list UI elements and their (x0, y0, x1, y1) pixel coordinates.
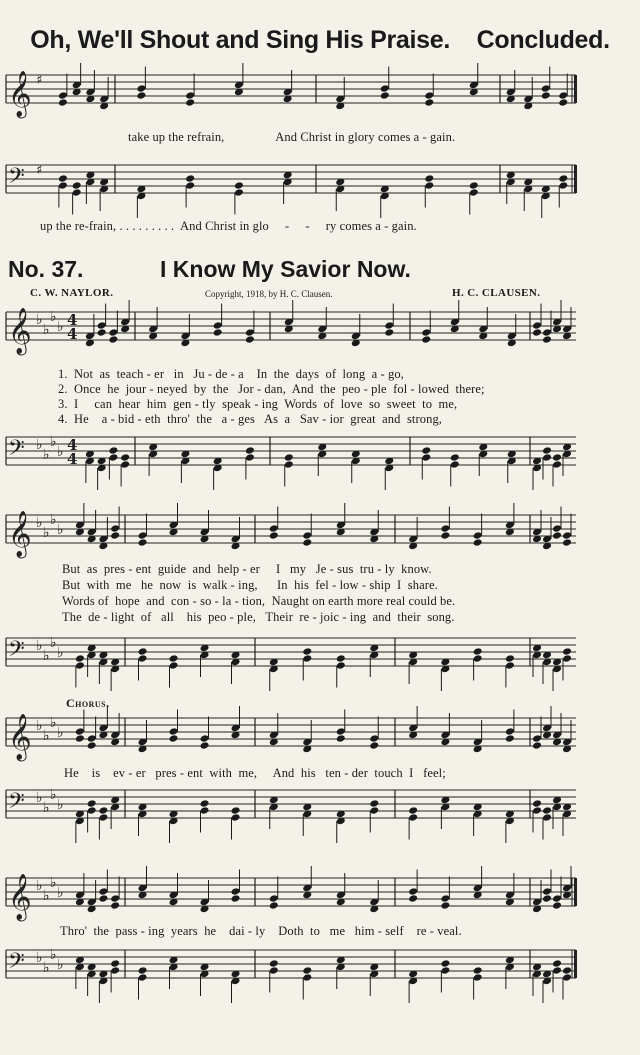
note-head (384, 328, 394, 337)
note-head (87, 806, 97, 815)
note-head (532, 321, 542, 330)
note-head (424, 181, 434, 190)
note-head (450, 453, 460, 462)
treble-clef-icon: 𝄞 (8, 308, 32, 354)
previous-song-concluded-label: Concluded. (476, 26, 610, 54)
note-head (110, 901, 120, 910)
note-head (552, 901, 562, 910)
note-head (138, 654, 148, 663)
note-head (552, 959, 562, 968)
note-head (552, 966, 562, 975)
flat-icon: ♭ (36, 790, 43, 806)
note-head (58, 98, 68, 107)
flat-icon: ♭ (50, 715, 57, 731)
final-bar-thick (574, 75, 577, 103)
note-head (302, 531, 312, 540)
note-head (269, 959, 279, 968)
note-head (562, 647, 572, 656)
note-head (234, 188, 244, 197)
note-head (231, 806, 241, 815)
note-head (558, 98, 568, 107)
note-head (552, 453, 562, 462)
note-head (110, 531, 120, 540)
note-head (269, 966, 279, 975)
flat-icon: ♭ (43, 322, 50, 338)
note-head (110, 959, 120, 968)
chorus-label: Chorus. (66, 696, 110, 710)
note-head (473, 973, 483, 982)
note-head (108, 328, 118, 337)
note-head (302, 538, 312, 547)
note-head (532, 799, 542, 808)
flat-icon: ♭ (43, 648, 50, 664)
note-head (562, 531, 572, 540)
note-head (58, 174, 68, 183)
note-head (562, 966, 572, 975)
note-head (302, 973, 312, 982)
note-head (245, 335, 255, 344)
note-head (473, 531, 483, 540)
note-head (58, 91, 68, 100)
flat-icon: ♭ (43, 728, 50, 744)
note-head (469, 181, 479, 190)
note-head (336, 734, 346, 743)
note-head (369, 799, 379, 808)
flat-icon: ♭ (50, 787, 57, 803)
note-head (450, 460, 460, 469)
note-head (213, 321, 223, 330)
note-head (245, 453, 255, 462)
note-head (505, 734, 515, 743)
note-head (200, 799, 210, 808)
verse-4-line-2: The de - light of all his peo - ple, Their re - joic - ing and their song. (62, 610, 455, 624)
note-head (302, 647, 312, 656)
note-head (245, 446, 255, 455)
note-head (421, 453, 431, 462)
sharp-icon: ♯ (36, 73, 43, 88)
flat-icon: ♭ (43, 447, 50, 463)
flat-icon: ♭ (57, 645, 64, 661)
treble-clef-icon: 𝄞 (8, 874, 32, 920)
note-head (562, 538, 572, 547)
flat-icon: ♭ (36, 878, 43, 894)
note-head (185, 98, 195, 107)
note-head (552, 524, 562, 533)
note-head (552, 894, 562, 903)
note-head (440, 901, 450, 910)
treble-clef-icon: 𝄞 (8, 714, 32, 760)
note-head (98, 894, 108, 903)
flat-icon: ♭ (57, 885, 64, 901)
note-head (138, 538, 148, 547)
note-head (98, 887, 108, 896)
note-head (97, 321, 107, 330)
note-head (542, 453, 552, 462)
note-head (542, 328, 552, 337)
note-head (408, 806, 418, 815)
time-signature-bottom: 4 (67, 450, 78, 468)
note-head (473, 654, 483, 663)
flat-icon: ♭ (57, 797, 64, 813)
flat-icon: ♭ (43, 888, 50, 904)
bass-clef-icon: 𝄢 (8, 436, 25, 466)
chorus-line-1: He is ev - er pres - ent with me, And his ten - der touch I feel; (64, 766, 446, 780)
note-head (541, 84, 551, 93)
note-head (384, 321, 394, 330)
composer-credit: H. C. CLAUSEN. (452, 287, 541, 299)
note-head (440, 894, 450, 903)
flat-icon: ♭ (36, 950, 43, 966)
flat-icon: ♭ (57, 725, 64, 741)
note-head (185, 174, 195, 183)
note-head (542, 335, 552, 344)
note-head (369, 734, 379, 743)
note-head (421, 335, 431, 344)
note-head (138, 647, 148, 656)
note-head (542, 813, 552, 822)
note-head (138, 966, 148, 975)
note-head (380, 91, 390, 100)
note-head (138, 973, 148, 982)
flat-icon: ♭ (57, 319, 64, 335)
note-head (532, 741, 542, 750)
copyright-notice: Copyright, 1918, by H. C. Clausen. (205, 289, 333, 299)
verse-1-line-2: But as pres - ent guide and help - er I my Je - sus tru - ly know. (62, 562, 432, 576)
note-head (505, 654, 515, 663)
prev-song-bass-lyric: up the re-frain, . . . . . . . . . And Christ in glo - - ry comes a - gain. (40, 219, 417, 233)
note-head (269, 901, 279, 910)
note-head (108, 453, 118, 462)
note-head (185, 181, 195, 190)
note-head (138, 531, 148, 540)
sharp-icon: ♯ (36, 163, 43, 178)
treble-clef-icon: 𝄞 (8, 511, 32, 557)
note-head (424, 91, 434, 100)
note-head (284, 460, 294, 469)
final-bar-thick (574, 950, 577, 978)
note-head (408, 887, 418, 896)
note-head (562, 973, 572, 982)
note-head (245, 328, 255, 337)
flat-icon: ♭ (36, 312, 43, 328)
lyricist-credit: C. W. NAYLOR. (30, 287, 114, 299)
flat-icon: ♭ (50, 947, 57, 963)
note-head (120, 453, 130, 462)
flat-icon: ♭ (50, 635, 57, 651)
verse-2-line-1: 2. Once he jour - neyed by the Jor - dan, And the peo - ple fol - lowed there; (58, 382, 485, 396)
flat-icon: ♭ (43, 960, 50, 976)
note-head (169, 727, 179, 736)
bass-clef-icon: 𝄢 (8, 789, 25, 819)
note-head (200, 806, 210, 815)
flat-icon: ♭ (36, 638, 43, 654)
note-head (110, 966, 120, 975)
note-head (75, 654, 85, 663)
note-head (473, 966, 483, 975)
note-head (302, 966, 312, 975)
flat-icon: ♭ (57, 957, 64, 973)
note-head (185, 91, 195, 100)
note-head (87, 734, 97, 743)
note-head (98, 806, 108, 815)
verse-1-line-1: 1. Not as teach - er in Ju - de - a In the days of long a - go, (58, 367, 404, 381)
note-head (169, 734, 179, 743)
note-head (380, 84, 390, 93)
note-head (108, 335, 118, 344)
note-head (110, 894, 120, 903)
final-bar-thick (574, 165, 577, 193)
note-head (424, 174, 434, 183)
note-head (505, 661, 515, 670)
note-head (469, 188, 479, 197)
note-head (336, 661, 346, 670)
note-head (440, 531, 450, 540)
note-head (421, 328, 431, 337)
note-head (532, 328, 542, 337)
final-bar-thick (574, 878, 577, 906)
bass-clef-icon: 𝄢 (8, 949, 25, 979)
flat-icon: ♭ (50, 875, 57, 891)
note-head (58, 181, 68, 190)
note-head (200, 734, 210, 743)
note-head (231, 813, 241, 822)
note-head (336, 654, 346, 663)
note-head (532, 734, 542, 743)
song-number: No. 37. (8, 256, 84, 282)
note-head (87, 741, 97, 750)
verse-3-line-1: 3. I can hear him gen - tly speak - ing Words of love so sweet to me, (58, 397, 458, 411)
note-head (97, 328, 107, 337)
song-title: I Know My Savior Now. (160, 256, 411, 282)
note-head (136, 84, 146, 93)
note-head (473, 647, 483, 656)
verse-3-line-2: Words of hope and con - so - la - tion, Naught on earth more real could be. (62, 594, 456, 608)
note-head (213, 328, 223, 337)
note-head (440, 524, 450, 533)
note-head (558, 181, 568, 190)
note-head (269, 524, 279, 533)
note-head (110, 524, 120, 533)
time-signature-top: 4 (67, 436, 78, 454)
previous-song-title-text: Oh, We'll Shout and Sing His Praise. (30, 26, 450, 54)
note-head (440, 959, 450, 968)
note-head (75, 661, 85, 670)
note-head (369, 806, 379, 815)
note-head (87, 799, 97, 808)
note-head (108, 446, 118, 455)
note-head (408, 813, 418, 822)
note-head (75, 727, 85, 736)
note-head (269, 531, 279, 540)
note-head (424, 98, 434, 107)
note-head (120, 460, 130, 469)
flat-icon: ♭ (50, 309, 57, 325)
note-head (72, 188, 82, 197)
bass-clef-icon: 𝄢 (8, 637, 25, 667)
note-head (421, 446, 431, 455)
note-head (541, 91, 551, 100)
flat-icon: ♭ (43, 525, 50, 541)
note-head (231, 887, 241, 896)
note-head (552, 531, 562, 540)
note-head (72, 181, 82, 190)
note-head (552, 460, 562, 469)
note-head (542, 887, 552, 896)
note-head (369, 741, 379, 750)
note-head (284, 453, 294, 462)
chorus-line-2: Thro' the pass - ing years he dai - ly Doth to me him - self re - veal. (60, 924, 462, 938)
note-head (234, 181, 244, 190)
note-head (336, 727, 346, 736)
flat-icon: ♭ (36, 437, 43, 453)
treble-clef-icon: 𝄞 (8, 71, 32, 117)
flat-icon: ♭ (36, 515, 43, 531)
note-head (231, 894, 241, 903)
note-head (562, 654, 572, 663)
note-head (75, 734, 85, 743)
bass-clef-icon: 𝄢 (8, 164, 25, 194)
note-head (542, 894, 552, 903)
flat-icon: ♭ (36, 718, 43, 734)
note-head (169, 654, 179, 663)
note-head (269, 894, 279, 903)
flat-icon: ♭ (57, 522, 64, 538)
flat-icon: ♭ (50, 434, 57, 450)
flat-icon: ♭ (43, 800, 50, 816)
time-signature-bottom: 4 (67, 325, 78, 343)
flat-icon: ♭ (57, 444, 64, 460)
note-head (136, 91, 146, 100)
note-head (302, 654, 312, 663)
note-head (558, 174, 568, 183)
note-head (408, 894, 418, 903)
note-head (440, 966, 450, 975)
note-head (98, 813, 108, 822)
note-head (169, 661, 179, 670)
note-head (473, 538, 483, 547)
note-head (542, 806, 552, 815)
note-head (532, 806, 542, 815)
verse-2-line-2: But with me he now is walk - ing, In his fel - low - ship I share. (62, 578, 438, 592)
note-head (542, 446, 552, 455)
prev-song-treble-lyric: take up the refrain, And Christ in glory comes a - gain. (128, 130, 456, 144)
note-head (558, 91, 568, 100)
time-signature-top: 4 (67, 311, 78, 329)
note-head (505, 727, 515, 736)
note-head (200, 741, 210, 750)
verse-4-line-1: 4. He a - bid - eth thro' the a - ges As a Sav - ior great and strong, (58, 412, 443, 426)
flat-icon: ♭ (50, 512, 57, 528)
